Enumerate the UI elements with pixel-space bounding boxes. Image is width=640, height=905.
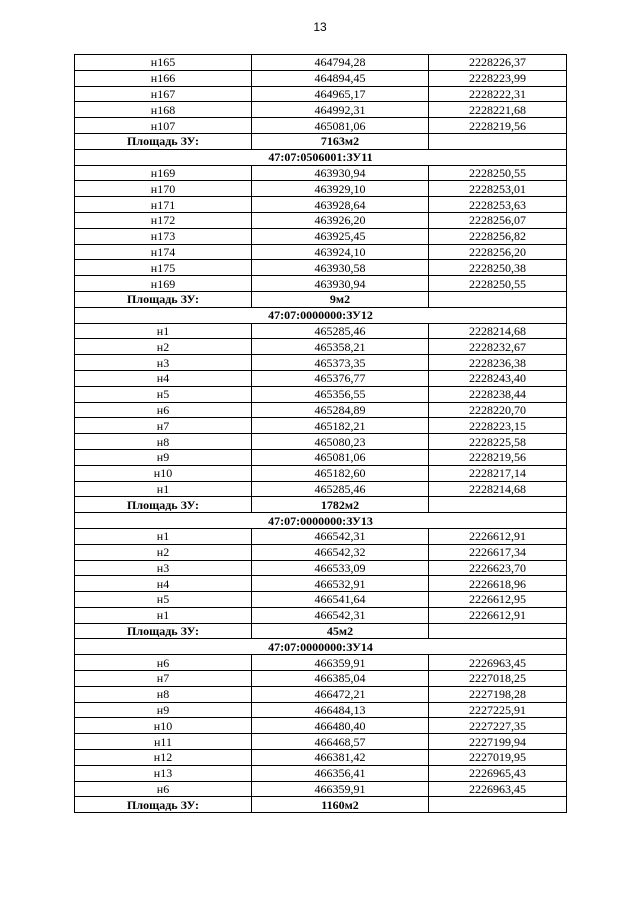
x-coordinate-cell: 464794,28 [252,55,429,71]
point-number-cell: н166 [75,70,252,86]
table-row [75,781,567,797]
x-coordinate-cell: 463930,58 [252,260,429,276]
x-coordinate-cell: 466542,31 [252,607,429,623]
table-row [75,528,567,544]
y-coordinate-cell: 2228226,37 [429,55,567,71]
x-coordinate-cell: 466359,91 [252,781,429,797]
y-coordinate-cell: 2228219,56 [429,118,567,134]
point-number-cell: н167 [75,86,252,102]
table-row [75,418,567,434]
point-number-cell: н3 [75,560,252,576]
x-coordinate-cell: 464992,31 [252,102,429,118]
x-coordinate-cell: 464965,17 [252,86,429,102]
x-coordinate-cell: 465284,89 [252,402,429,418]
y-coordinate-cell: 2228256,07 [429,212,567,228]
x-coordinate-cell: 463929,10 [252,181,429,197]
point-number-cell: н12 [75,750,252,766]
area-label: Площадь ЗУ: [75,797,252,813]
table-row [75,370,567,386]
empty-cell [429,797,567,813]
point-number-cell: н10 [75,718,252,734]
y-coordinate-cell: 2226618,96 [429,576,567,592]
point-number-cell: н1 [75,481,252,497]
y-coordinate-cell: 2228243,40 [429,370,567,386]
table-row [75,434,567,450]
point-number-cell: н13 [75,765,252,781]
point-number-cell: н6 [75,655,252,671]
point-number-cell: н169 [75,276,252,292]
area-value: 9м2 [252,291,429,307]
table-row [75,734,567,750]
page-number: 13 [313,20,327,34]
x-coordinate-cell: 463924,10 [252,244,429,260]
point-number-cell: н6 [75,402,252,418]
empty-cell [429,291,567,307]
area-label: Площадь ЗУ: [75,623,252,639]
point-number-cell: н8 [75,434,252,450]
point-number-cell: н174 [75,244,252,260]
x-coordinate-cell: 466542,31 [252,528,429,544]
table-row [75,70,567,86]
point-number-cell: н9 [75,702,252,718]
empty-cell [429,623,567,639]
empty-cell [429,133,567,149]
area-label: Площадь ЗУ: [75,497,252,513]
x-coordinate-cell: 466381,42 [252,750,429,766]
y-coordinate-cell: 2228214,68 [429,323,567,339]
table-row [75,86,567,102]
y-coordinate-cell: 2228225,58 [429,434,567,450]
table-row [75,465,567,481]
parcel-header-row [75,149,567,165]
table-row [75,765,567,781]
point-number-cell: н10 [75,465,252,481]
point-number-cell: н168 [75,102,252,118]
table-row [75,118,567,134]
point-number-cell: н7 [75,671,252,687]
x-coordinate-cell: 463926,20 [252,212,429,228]
point-number-cell: н1 [75,323,252,339]
y-coordinate-cell: 2227227,35 [429,718,567,734]
empty-cell [429,497,567,513]
point-number-cell: н7 [75,418,252,434]
y-coordinate-cell: 2226612,91 [429,528,567,544]
point-number-cell: н5 [75,386,252,402]
coordinates-table-body [75,55,567,813]
y-coordinate-cell: 2226623,70 [429,560,567,576]
x-coordinate-cell: 466532,91 [252,576,429,592]
table-row [75,481,567,497]
y-coordinate-cell: 2228217,14 [429,465,567,481]
x-coordinate-cell: 465081,06 [252,449,429,465]
parcel-cadastral-number: 47:07:0506001:ЗУ11 [75,149,567,165]
area-value: 45м2 [252,623,429,639]
point-number-cell: н4 [75,370,252,386]
y-coordinate-cell: 2228232,67 [429,339,567,355]
table-row [75,244,567,260]
y-coordinate-cell: 2228222,31 [429,86,567,102]
point-number-cell: н171 [75,197,252,213]
area-label: Площадь ЗУ: [75,133,252,149]
parcel-cadastral-number: 47:07:0000000:ЗУ12 [75,307,567,323]
table-row [75,576,567,592]
table-row [75,607,567,623]
point-number-cell: н172 [75,212,252,228]
x-coordinate-cell: 466541,64 [252,592,429,608]
x-coordinate-cell: 465182,21 [252,418,429,434]
table-row [75,671,567,687]
point-number-cell: н5 [75,592,252,608]
y-coordinate-cell: 2228221,68 [429,102,567,118]
table-row [75,323,567,339]
x-coordinate-cell: 463925,45 [252,228,429,244]
table-row [75,212,567,228]
area-row [75,623,567,639]
parcel-cadastral-number: 47:07:0000000:ЗУ13 [75,513,567,529]
parcel-header-row [75,639,567,655]
y-coordinate-cell: 2227018,25 [429,671,567,687]
table-row [75,339,567,355]
y-coordinate-cell: 2228250,38 [429,260,567,276]
x-coordinate-cell: 466359,91 [252,655,429,671]
table-row [75,449,567,465]
x-coordinate-cell: 465373,35 [252,355,429,371]
area-value: 7163м2 [252,133,429,149]
y-coordinate-cell: 2226612,91 [429,607,567,623]
point-number-cell: н11 [75,734,252,750]
area-row [75,497,567,513]
x-coordinate-cell: 465285,46 [252,323,429,339]
table-row [75,686,567,702]
table-row [75,197,567,213]
parcel-header-row [75,307,567,323]
point-number-cell: н8 [75,686,252,702]
parcel-cadastral-number: 47:07:0000000:ЗУ14 [75,639,567,655]
x-coordinate-cell: 466472,21 [252,686,429,702]
coordinates-table [74,54,567,813]
table-row [75,355,567,371]
table-row [75,165,567,181]
y-coordinate-cell: 2228236,38 [429,355,567,371]
y-coordinate-cell: 2228256,20 [429,244,567,260]
y-coordinate-cell: 2228219,56 [429,449,567,465]
x-coordinate-cell: 465182,60 [252,465,429,481]
point-number-cell: н6 [75,781,252,797]
table-row [75,544,567,560]
point-number-cell: н173 [75,228,252,244]
table-row [75,102,567,118]
y-coordinate-cell: 2228253,63 [429,197,567,213]
point-number-cell: н4 [75,576,252,592]
table-row [75,560,567,576]
x-coordinate-cell: 466542,32 [252,544,429,560]
y-coordinate-cell: 2227198,28 [429,686,567,702]
y-coordinate-cell: 2226963,45 [429,655,567,671]
y-coordinate-cell: 2228214,68 [429,481,567,497]
table-row [75,702,567,718]
table-row [75,592,567,608]
x-coordinate-cell: 466468,57 [252,734,429,750]
area-row [75,291,567,307]
table-row [75,402,567,418]
x-coordinate-cell: 464894,45 [252,70,429,86]
point-number-cell: н107 [75,118,252,134]
x-coordinate-cell: 466484,13 [252,702,429,718]
table-row [75,276,567,292]
x-coordinate-cell: 463930,94 [252,276,429,292]
point-number-cell: н170 [75,181,252,197]
y-coordinate-cell: 2226963,45 [429,781,567,797]
area-row [75,797,567,813]
y-coordinate-cell: 2228220,70 [429,402,567,418]
y-coordinate-cell: 2228253,01 [429,181,567,197]
table-row [75,55,567,71]
table-row [75,228,567,244]
table-row [75,655,567,671]
point-number-cell: н175 [75,260,252,276]
table-row [75,718,567,734]
y-coordinate-cell: 2226617,34 [429,544,567,560]
table-row [75,386,567,402]
area-label: Площадь ЗУ: [75,291,252,307]
area-value: 1160м2 [252,797,429,813]
x-coordinate-cell: 463928,64 [252,197,429,213]
table-row [75,260,567,276]
x-coordinate-cell: 465081,06 [252,118,429,134]
y-coordinate-cell: 2228238,44 [429,386,567,402]
point-number-cell: н2 [75,544,252,560]
table-row [75,181,567,197]
y-coordinate-cell: 2228250,55 [429,276,567,292]
x-coordinate-cell: 465080,23 [252,434,429,450]
y-coordinate-cell: 2228223,15 [429,418,567,434]
y-coordinate-cell: 2226612,95 [429,592,567,608]
y-coordinate-cell: 2228223,99 [429,70,567,86]
parcel-header-row [75,513,567,529]
table-row [75,750,567,766]
point-number-cell: н169 [75,165,252,181]
x-coordinate-cell: 466356,41 [252,765,429,781]
y-coordinate-cell: 2227225,91 [429,702,567,718]
y-coordinate-cell: 2227199,94 [429,734,567,750]
y-coordinate-cell: 2228256,82 [429,228,567,244]
x-coordinate-cell: 466480,40 [252,718,429,734]
y-coordinate-cell: 2227019,95 [429,750,567,766]
y-coordinate-cell: 2226965,43 [429,765,567,781]
x-coordinate-cell: 465356,55 [252,386,429,402]
x-coordinate-cell: 465376,77 [252,370,429,386]
point-number-cell: н1 [75,528,252,544]
area-row [75,133,567,149]
x-coordinate-cell: 466533,09 [252,560,429,576]
y-coordinate-cell: 2228250,55 [429,165,567,181]
point-number-cell: н3 [75,355,252,371]
point-number-cell: н2 [75,339,252,355]
x-coordinate-cell: 466385,04 [252,671,429,687]
x-coordinate-cell: 465358,21 [252,339,429,355]
x-coordinate-cell: 463930,94 [252,165,429,181]
area-value: 1782м2 [252,497,429,513]
point-number-cell: н1 [75,607,252,623]
x-coordinate-cell: 465285,46 [252,481,429,497]
point-number-cell: н9 [75,449,252,465]
point-number-cell: н165 [75,55,252,71]
